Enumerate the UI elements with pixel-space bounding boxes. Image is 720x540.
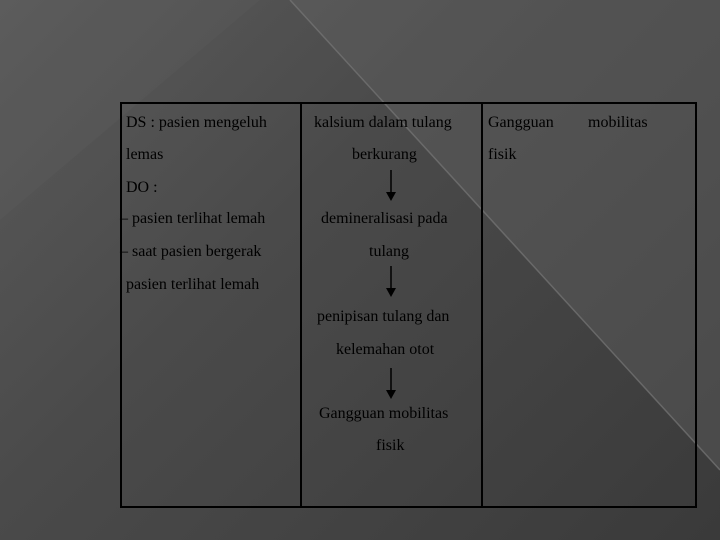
arrow-down-icon (384, 264, 398, 298)
do-label: DO : (126, 179, 158, 196)
arrow-down-icon (384, 366, 398, 400)
column-divider-2 (481, 102, 483, 508)
column-divider-1 (300, 102, 302, 508)
flow-step-4-line-1: Gangguan mobilitas (319, 405, 449, 422)
diagnosis-word-1: Gangguan (488, 114, 554, 131)
diagnosis-word-3: fisik (488, 146, 517, 163)
flow-step-3-line-1: penipisan tulang dan (317, 308, 450, 325)
flow-step-4-line-2: fisik (376, 437, 405, 454)
do-item-1: – pasien terlihat lemah (120, 210, 266, 227)
ds-line-2: lemas (126, 146, 164, 163)
arrow-down-icon (384, 168, 398, 202)
ds-line-1: DS : pasien mengeluh (126, 114, 267, 131)
flow-step-3-line-2: kelemahan otot (336, 341, 435, 358)
flow-step-1-line-1: kalsium dalam tulang (314, 114, 452, 131)
do-item-2-continued: pasien terlihat lemah (126, 276, 260, 293)
diagnosis-word-2: mobilitas (588, 114, 648, 131)
flow-step-1-line-2: berkurang (352, 146, 417, 163)
do-item-2: – saat pasien bergerak (120, 243, 262, 260)
flow-step-2-line-1: demineralisasi pada (321, 210, 448, 227)
flow-step-2-line-2: tulang (369, 243, 409, 260)
